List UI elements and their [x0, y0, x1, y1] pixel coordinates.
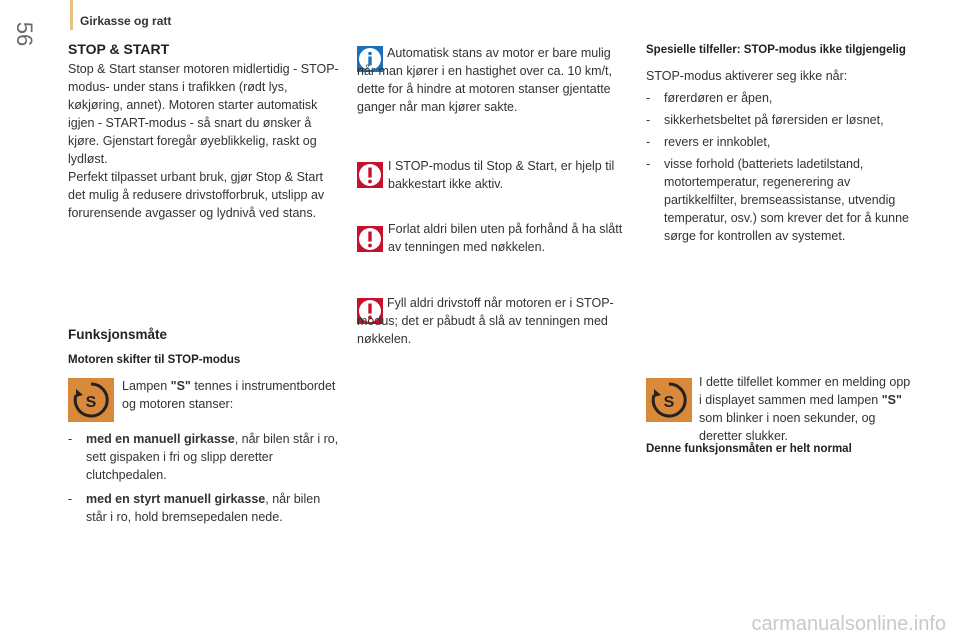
list-item: [68, 490, 340, 526]
lamp-text: [122, 377, 342, 413]
intro-paragraph-2: Perfekt tilpasset urbant bruk, gjør Stop & Start det mulig å redusere drivstofforbruk, utslipp av forurensende avgasser og lydnivå ved stans.: [68, 170, 325, 220]
section-title: Girkasse og ratt: [80, 14, 172, 28]
stop-start-title: STOP & START: [68, 41, 170, 57]
bullet-dash: -: [646, 91, 651, 105]
svg-text:S: S: [85, 394, 97, 411]
bullet-rest: , når bilen står i ro, hold bremsepedalen nede.: [86, 492, 321, 524]
lamp-s: "S": [170, 379, 191, 393]
page-number: 56: [12, 21, 37, 47]
stop-start-icon: [68, 378, 114, 422]
note-bold: Denne funksjonsmåten er helt normal: [646, 443, 852, 455]
bullet-dash: -: [68, 432, 73, 446]
bullet-bold: med en manuell girkasse: [86, 432, 235, 446]
bullet-rest: , når bilen står i ro, sett gispaken i fri og slipp deretter clutchpedalen.: [86, 432, 339, 482]
function-title: Funksjonsmåte: [68, 327, 168, 342]
warning-icon: [357, 162, 383, 188]
left-column: [68, 40, 340, 222]
bullet-text: revers er innkoblet,: [664, 135, 771, 149]
warning-paragraph-3: Fyll aldri drivstoff når motoren er i STOP-modus; det er påbudt å slå av tenningen med nøkkelen.: [357, 296, 614, 346]
intro-paragraph: Stop & Start stanser motoren midlertidig - STOP-modus- under stans i trafikken (rødt lys, køkjøring, annet). Motoren starter automatisk igjen - START-modus - så snart du ønsker å kjøre. Gjenstart foregår øyeblikkelig, raskt og lydløst.: [68, 62, 339, 166]
list-item: [646, 111, 916, 129]
right-column: [646, 44, 916, 249]
bullet-dash: -: [646, 113, 651, 127]
svg-text:S: S: [663, 394, 675, 411]
list-item: [646, 133, 916, 151]
bullet-dash: -: [68, 492, 73, 506]
lamp-text-post: tennes i instrumentbordet og motoren stanser:: [122, 379, 336, 411]
section-bar: [70, 0, 73, 30]
left-bullets: [68, 430, 340, 530]
bullet-text: førerdøren er åpen,: [664, 91, 773, 105]
watermark: carmanualsonline.info: [751, 613, 946, 635]
bullet-dash: -: [646, 135, 651, 149]
warning-icon: [357, 226, 383, 252]
info-text: [357, 44, 627, 116]
list-item: [68, 430, 340, 484]
info-paragraph: Automatisk stans av motor er bare mulig når man kjører i en hastighet over ca. 10 km/t, dette for å hindre at motoren stanser gjentatte ganger når man kjører sakte.: [357, 46, 612, 114]
bullet-text: visse forhold (batteriets ladetilstand, motortemperatur, regenerering av partikkelfilter, bremseassistanse, utvendig temperatur, osv.) som krever det for å kunne sørge for kontrollen av systemet.: [664, 157, 910, 243]
bullet-dash: -: [646, 157, 651, 171]
warning-text-3: [357, 294, 627, 348]
bullet-bold: med en styrt manuell girkasse: [86, 492, 266, 506]
bullet-text: sikkerhetsbeltet på førersiden er løsnet,: [664, 113, 884, 127]
warning-text-1: I STOP-modus til Stop & Start, er hjelp til bakkestart ikke aktiv.: [388, 159, 615, 191]
right-lead: STOP-modus aktiverer seg ikke når:: [646, 69, 848, 83]
lamp-text-pre: Lampen: [122, 379, 171, 393]
note-text: [699, 373, 911, 445]
special-cases-title: Spesielle tilfeller: STOP-modus ikke tilgjengelig: [646, 44, 906, 56]
list-item: [646, 89, 916, 107]
note-text-pre: I dette tilfellet kommer en melding opp i displayet sammen med lampen: [699, 375, 911, 407]
warning-text-2: Forlat aldri bilen uten på forhånd å ha slått av tenningen med nøkkelen.: [388, 222, 623, 254]
stop-start-icon: [646, 378, 692, 422]
list-item: [646, 155, 916, 245]
note-s: "S": [881, 393, 902, 407]
stop-mode-subtitle: Motoren skifter til STOP-modus: [68, 354, 241, 366]
note-text-post: som blinker i noen sekunder, og deretter slukker.: [699, 411, 876, 443]
